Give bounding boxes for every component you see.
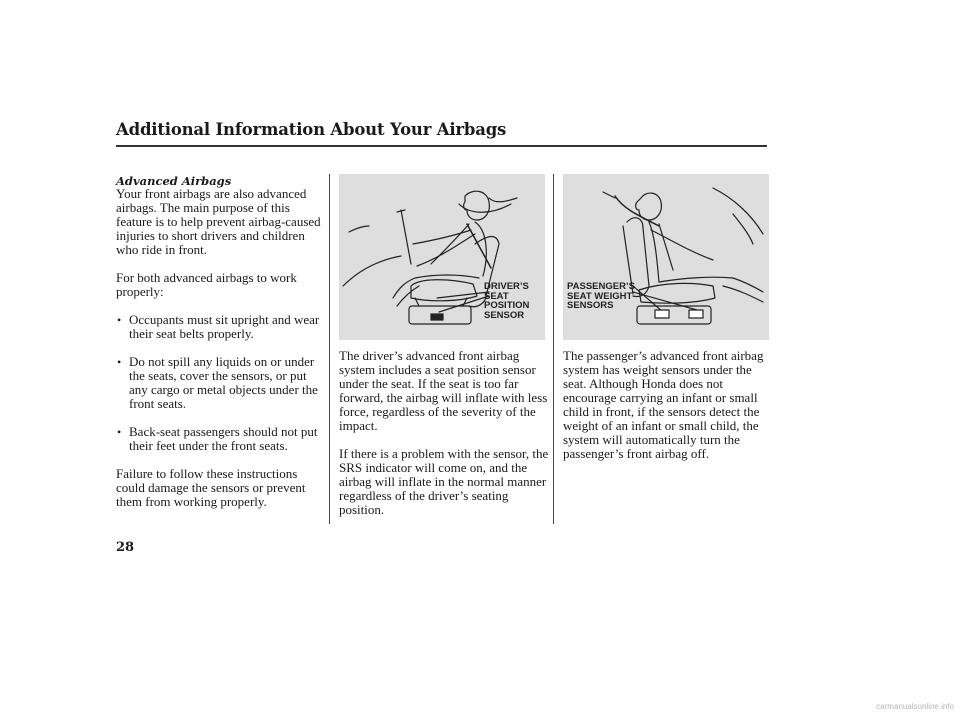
- intro-paragraph: Your front airbags are also advanced airbags. The main purpose of this feature is to help prevent airbag-caused injuries to short drivers and children who ride in front.: [116, 186, 321, 257]
- subsection-heading: Advanced Airbags: [116, 174, 232, 188]
- list-item: • Occupants must sit upright and wear their seat belts properly.: [116, 313, 326, 341]
- driver-seat-figure: [339, 174, 545, 340]
- list-item: • Back-seat passengers should not put their feet under the front seats.: [116, 425, 326, 453]
- passenger-seat-figure: [563, 174, 769, 340]
- text-column-2: [339, 349, 549, 531]
- text-column-3: [563, 349, 773, 475]
- column-divider: [553, 174, 554, 524]
- section-heading: Additional Information About Your Airbags: [116, 120, 507, 139]
- passenger-sensor-paragraph: The passenger’s advanced front airbag system has weight sensors under the seat. Although Honda does not encourage carrying an infant or small child in front, if the sensors detect the weight of an infant or small child, the system will automatically turn the passenger’s front airbag off.: [563, 348, 764, 461]
- passenger-sensor-label: PASSENGER’S SEAT WEIGHT SENSORS: [567, 281, 635, 311]
- heading-rule: [116, 145, 767, 147]
- passenger-seat-illustration: [563, 174, 769, 340]
- instruction-list: [116, 313, 326, 453]
- driver-sensor-paragraph: The driver’s advanced front airbag system includes a seat position sensor under the seat. If the seat is too far forward, the airbag will inflate with less force, regardless of the severity of the impact.: [339, 348, 548, 433]
- closing-paragraph: Failure to follow these instructions could damage the sensors or prevent them from working properly.: [116, 466, 306, 509]
- column-divider: [329, 174, 330, 524]
- lead-paragraph: For both advanced airbags to work properly:: [116, 270, 297, 299]
- text-column-1: [116, 187, 326, 523]
- watermark-text: carmanualsonline.info: [876, 702, 954, 711]
- driver-sensor-label: DRIVER’S SEAT POSITION SENSOR: [484, 281, 530, 321]
- page-number: 28: [116, 540, 135, 555]
- list-item: • Do not spill any liquids on or under the seats, cover the sensors, or put any cargo or metal objects under the front seats.: [116, 355, 326, 411]
- sensor-problem-paragraph: If there is a problem with the sensor, the SRS indicator will come on, and the airbag will inflate in the normal manner regardless of the driver’s seating position.: [339, 446, 549, 517]
